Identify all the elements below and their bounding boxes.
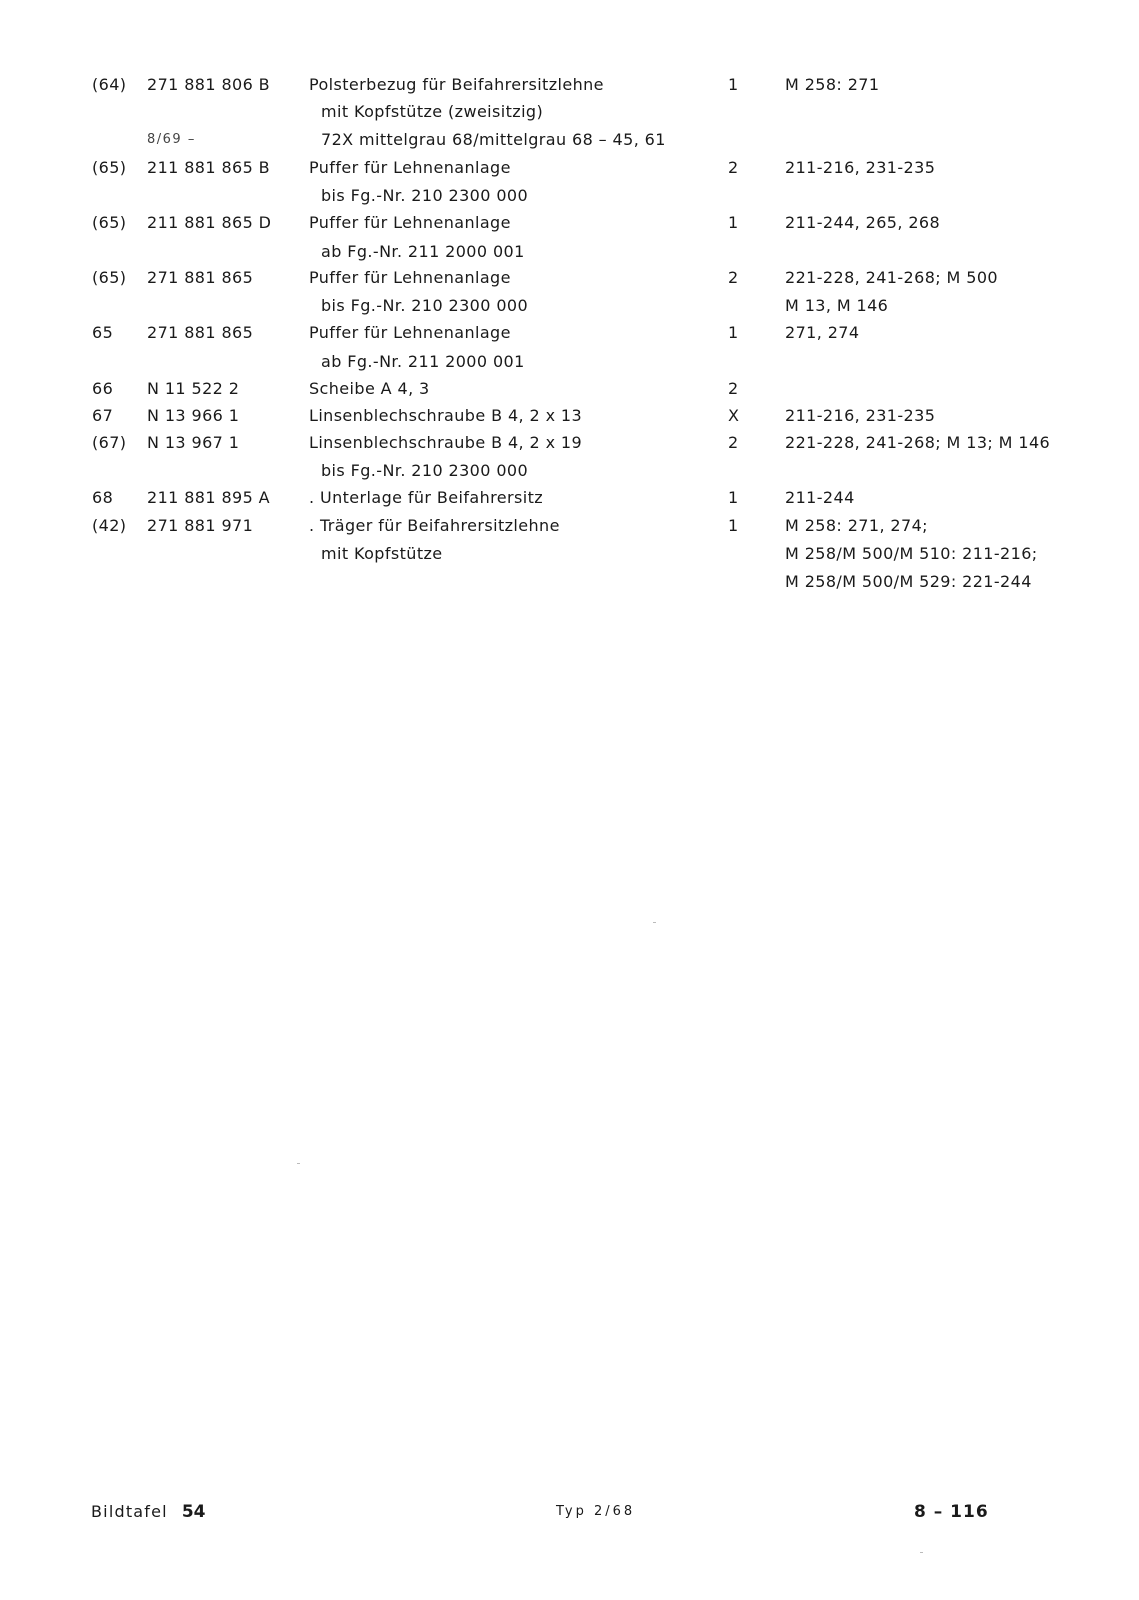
quantity: X [728,406,740,425]
plate-reference [91,1500,206,1524]
description-continuation: mit Kopfstütze [321,544,443,563]
quantity: 1 [728,516,739,535]
remark: 271, 274 [785,323,860,342]
position-number: 67 [92,406,114,425]
quantity: 1 [728,213,739,232]
part-description: Scheibe A 4, 3 [309,379,430,398]
part-number: 271 881 865 [147,268,254,287]
position-number: 65 [92,323,114,342]
position-number: (64) [92,75,127,94]
quantity: 1 [728,488,739,507]
part-description: Puffer für Lehnenanlage [309,158,511,177]
position-number: 66 [92,379,114,398]
remark: 211-244 [785,488,855,507]
part-description: . Unterlage für Beifahrersitz [309,488,544,507]
color-code: 72X mittelgrau 68/mittelgrau 68 – 45, 61 [321,130,666,149]
quantity: 2 [728,433,739,452]
quantity: 1 [728,323,739,342]
part-description: Puffer für Lehnenanlage [309,213,511,232]
remark-continuation: M 258/M 500/M 510: 211-216; [785,544,1038,563]
remark-continuation: M 13, M 146 [785,296,889,315]
remark: 211-216, 231-235 [785,406,936,425]
position-number: (42) [92,516,127,535]
remark-continuation: M 258/M 500/M 529: 221-244 [785,572,1032,591]
description-continuation: ab Fg.-Nr. 211 2000 001 [321,242,525,261]
part-description: Linsenblechschraube B 4, 2 x 19 [309,433,583,452]
plate-number: 54 [181,1502,206,1522]
page-number: 8 – 116 [914,1502,989,1522]
part-number: N 11 522 2 [147,379,240,398]
part-number: 271 881 865 [147,323,254,342]
part-number: N 13 967 1 [147,433,240,452]
position-number: (67) [92,433,127,452]
part-number: 271 881 971 [147,516,254,535]
description-continuation: bis Fg.-Nr. 210 2300 000 [321,461,529,480]
scan-speck [297,1163,300,1164]
scan-speck [653,922,656,923]
quantity: 1 [728,75,739,94]
part-number: 211 881 865 D [147,213,272,232]
description-continuation: bis Fg.-Nr. 210 2300 000 [321,186,529,205]
plate-label: Bildtafel [91,1502,168,1521]
remark: 221-228, 241-268; M 500 [785,268,998,287]
part-number: N 13 966 1 [147,406,240,425]
remark: 221-228, 241-268; M 13; M 146 [785,433,1051,452]
vehicle-type: Typ 2/68 [556,1504,636,1519]
remark: M 258: 271 [785,75,880,94]
scan-speck [920,1552,923,1553]
part-number: 271 881 806 B [147,75,271,94]
part-number: 211 881 895 A [147,488,271,507]
part-description: Linsenblechschraube B 4, 2 x 13 [309,406,583,425]
position-number: (65) [92,158,127,177]
remark: M 258: 271, 274; [785,516,928,535]
remark: 211-244, 265, 268 [785,213,941,232]
remark: 211-216, 231-235 [785,158,936,177]
description-continuation: mit Kopfstütze (zweisitzig) [321,102,544,121]
quantity: 2 [728,268,739,287]
validity-date: 8/69 – [147,132,196,147]
position-number: (65) [92,213,127,232]
description-continuation: bis Fg.-Nr. 210 2300 000 [321,296,529,315]
part-description: Polsterbezug für Beifahrersitzlehne [309,75,604,94]
quantity: 2 [728,379,739,398]
quantity: 2 [728,158,739,177]
part-number: 211 881 865 B [147,158,271,177]
part-description: . Träger für Beifahrersitzlehne [309,516,560,535]
part-description: Puffer für Lehnenanlage [309,323,511,342]
position-number: (65) [92,268,127,287]
description-continuation: ab Fg.-Nr. 211 2000 001 [321,352,525,371]
part-description: Puffer für Lehnenanlage [309,268,511,287]
position-number: 68 [92,488,114,507]
